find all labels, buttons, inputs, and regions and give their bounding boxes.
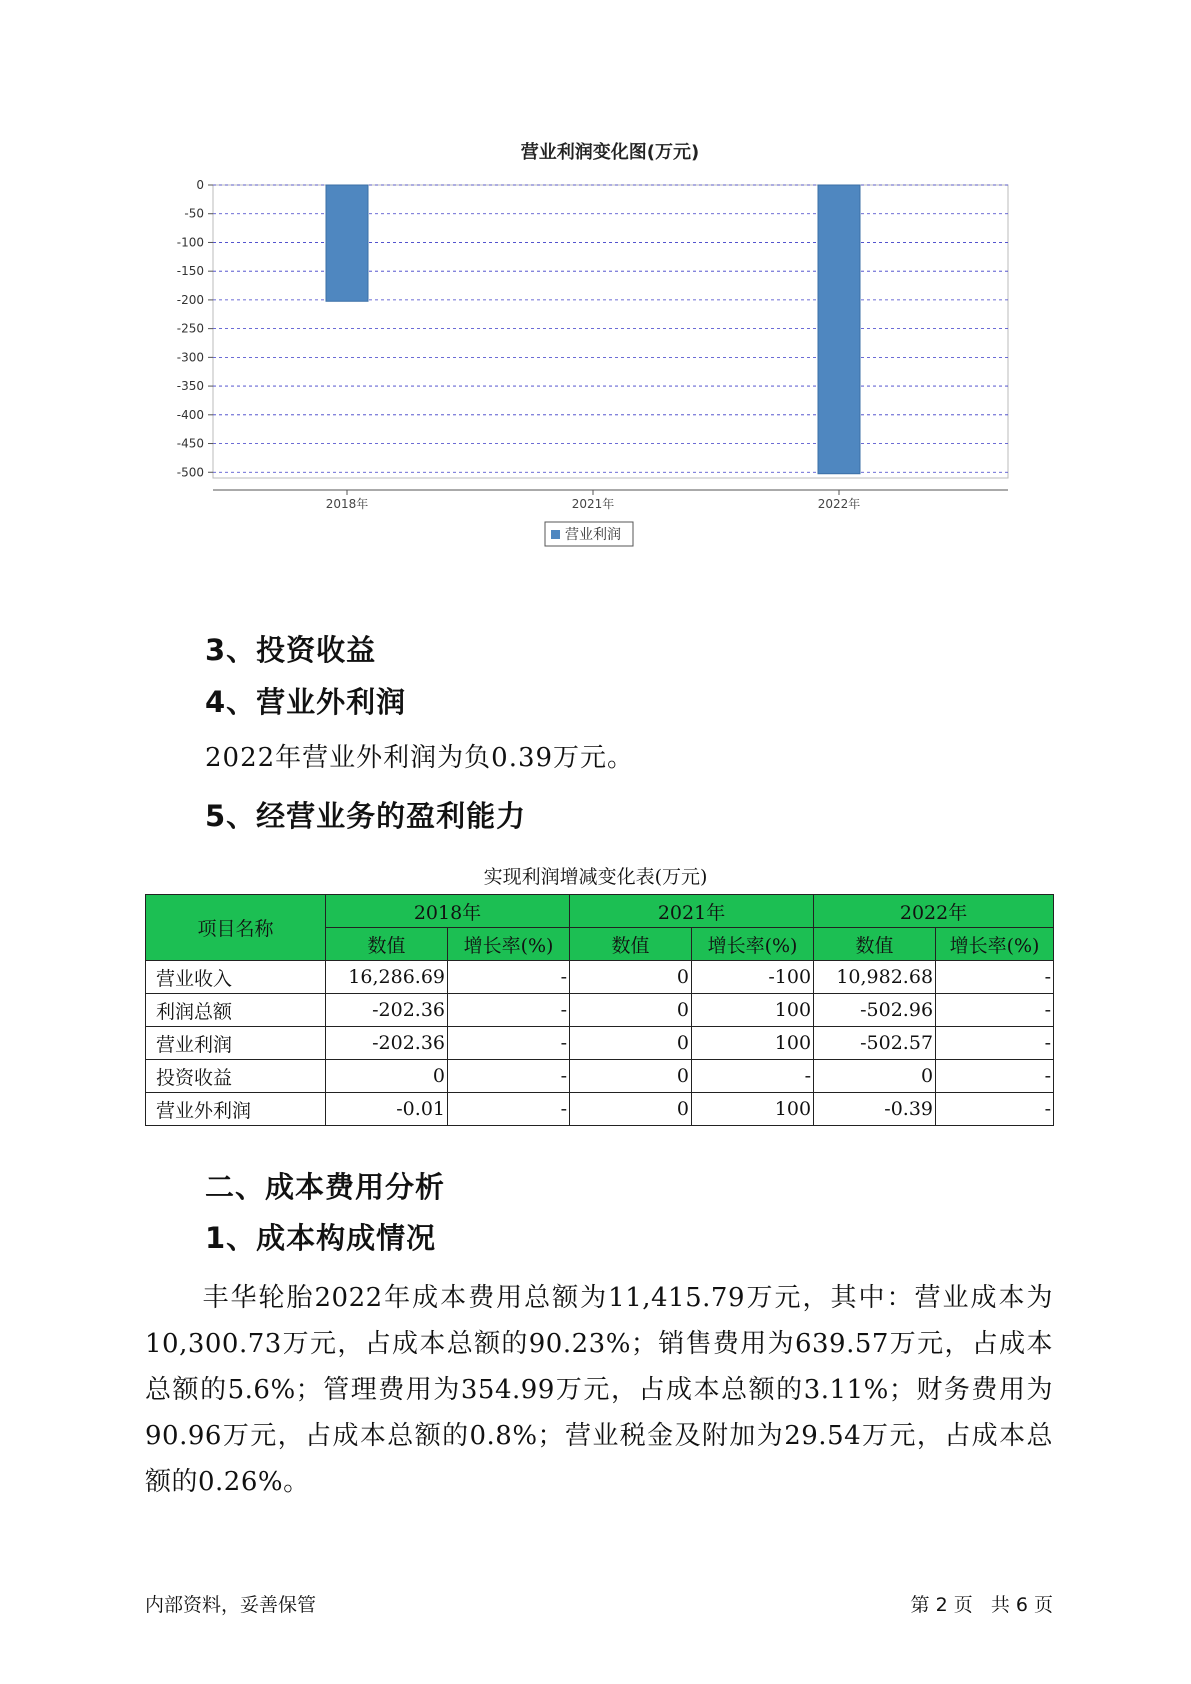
table-header-growth: 增长率(%) — [692, 928, 814, 961]
profit-change-table — [145, 894, 1054, 1126]
table-cell: 16,286.69 — [326, 961, 448, 994]
table-cell: -502.57 — [814, 1027, 936, 1060]
table-cell: 100 — [692, 994, 814, 1027]
section-heading-non-operating-profit: 4、营业外利润 — [205, 685, 407, 719]
table-cell: - — [936, 994, 1054, 1027]
table-cell: 0 — [814, 1060, 936, 1093]
table-caption: 实现利润增减变化表(万元) — [483, 866, 708, 888]
table-cell: 10,982.68 — [814, 961, 936, 994]
table-header-growth: 增长率(%) — [448, 928, 570, 961]
x-tick-label: 2021年 — [571, 497, 615, 511]
table-cell: - — [448, 1060, 570, 1093]
x-tick-label: 2018年 — [325, 497, 369, 511]
table-cell: -202.36 — [326, 994, 448, 1027]
operating-profit-chart — [150, 130, 1020, 600]
table-cell: - — [692, 1060, 814, 1093]
table-cell: - — [448, 1093, 570, 1126]
table-cell: - — [448, 994, 570, 1027]
cost-structure-text: 丰华轮胎2022年成本费用总额为11,415.79万元，其中：营业成本为10,300.73万元，占成本总额的90.23%；销售费用为639.57万元，占成本总额的5.6%；管理费用为354.99万元，占成本总额的3.11%；财务费用为90.96万元，占成本总额的0.8%；营业税金及附加为29.54万元，占成本总额的0.26%。 — [145, 1283, 1053, 1497]
bar-operating-profit — [818, 185, 860, 474]
table-cell: - — [936, 1060, 1054, 1093]
table-cell: 100 — [692, 1027, 814, 1060]
x-tick-label: 2022年 — [817, 497, 861, 511]
table-row — [146, 1060, 1054, 1093]
y-tick-label: -500 — [176, 465, 204, 480]
chart-title: 营业利润变化图(万元) — [520, 142, 700, 163]
table-cell: 0 — [570, 961, 692, 994]
row-label: 利润总额 — [146, 994, 326, 1027]
table-cell: 0 — [570, 1027, 692, 1060]
table-cell: 100 — [692, 1093, 814, 1126]
y-tick-label: 0 — [196, 178, 204, 192]
table-cell: -0.01 — [326, 1093, 448, 1126]
table-cell: - — [448, 1027, 570, 1060]
table-cell: 0 — [570, 1060, 692, 1093]
y-tick-label: -400 — [176, 407, 204, 422]
table-cell: -202.36 — [326, 1027, 448, 1060]
section-heading-profitability: 5、经营业务的盈利能力 — [205, 799, 527, 833]
table-row — [146, 961, 1054, 994]
table-cell: -0.39 — [814, 1093, 936, 1126]
section-heading-cost-analysis: 二、成本费用分析 — [205, 1170, 446, 1204]
legend-swatch — [551, 530, 560, 539]
section-heading-investment-income: 3、投资收益 — [205, 633, 377, 667]
row-label: 营业收入 — [146, 961, 326, 994]
table-header-year: 2021年 — [570, 895, 814, 928]
table-header-year: 2022年 — [814, 895, 1054, 928]
row-label: 营业利润 — [146, 1027, 326, 1060]
table-cell: - — [448, 961, 570, 994]
table-row — [146, 1093, 1054, 1126]
table-cell: - — [936, 961, 1054, 994]
table-row — [146, 994, 1054, 1027]
row-label: 营业外利润 — [146, 1093, 326, 1126]
table-header-row-years — [146, 895, 1054, 928]
table-cell: 0 — [570, 1093, 692, 1126]
non-operating-profit-text: 2022年营业外利润为负0.39万元。 — [205, 743, 635, 773]
row-label: 投资收益 — [146, 1060, 326, 1093]
table-cell: -100 — [692, 961, 814, 994]
cost-structure-paragraph — [145, 1275, 1053, 1505]
table-cell: - — [936, 1027, 1054, 1060]
footer-confidential-note: 内部资料，妥善保管 — [145, 1594, 317, 1616]
y-tick-label: -50 — [184, 206, 204, 221]
table-header-value: 数值 — [570, 928, 692, 961]
legend-label: 营业利润 — [565, 527, 621, 543]
section-heading-cost-structure: 1、成本构成情况 — [205, 1221, 437, 1255]
y-tick-label: -100 — [176, 235, 204, 250]
y-tick-label: -150 — [176, 264, 204, 279]
y-tick-label: -200 — [176, 292, 204, 307]
table-header-growth: 增长率(%) — [936, 928, 1054, 961]
y-tick-label: -350 — [176, 379, 204, 394]
footer-page-number: 第 2 页 共 6 页 — [910, 1594, 1053, 1616]
bar-operating-profit — [326, 185, 368, 301]
table-cell: - — [936, 1093, 1054, 1126]
y-tick-label: -450 — [176, 436, 204, 451]
table-cell: -502.96 — [814, 994, 936, 1027]
y-tick-label: -300 — [176, 350, 204, 365]
table-cell: 0 — [326, 1060, 448, 1093]
y-tick-label: -250 — [176, 321, 204, 336]
table-header-value: 数值 — [326, 928, 448, 961]
table-row — [146, 1027, 1054, 1060]
table-header-value: 数值 — [814, 928, 936, 961]
table-cell: 0 — [570, 994, 692, 1027]
table-header-item-name: 项目名称 — [146, 895, 326, 961]
table-header-year: 2018年 — [326, 895, 570, 928]
